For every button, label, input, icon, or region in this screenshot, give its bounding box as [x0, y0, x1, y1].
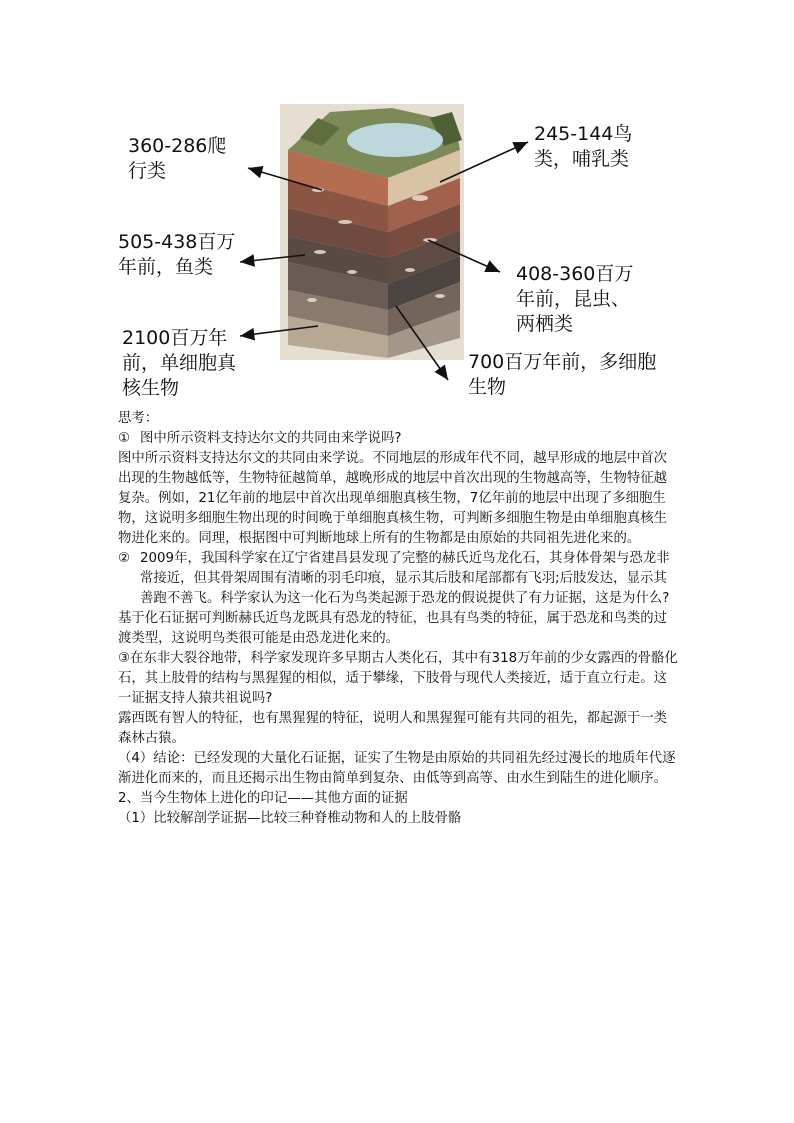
- answer-3: 露西既有智人的特征，也有黑猩猩的特征，说明人和黑猩猩可能有共同的祖先，都起源于一类森林古猿。: [118, 711, 668, 746]
- body-text: [118, 409, 678, 829]
- strata-block-illustration: [0, 0, 794, 405]
- left-strata-face: [288, 150, 388, 358]
- lake: [347, 123, 443, 157]
- right-strata-face: [388, 150, 460, 358]
- label-insects: 408-360百万年前，昆虫、两栖类: [516, 263, 634, 335]
- question-1-number: ①: [118, 431, 131, 446]
- question-2: [118, 549, 678, 609]
- section-2-heading: 2、当今生物体上进化的印记——其他方面的证据: [118, 791, 408, 806]
- label-multicellular: 700百万年前，多细胞生物: [468, 351, 657, 398]
- conclusion: （4）结论：已经发现的大量化石证据，证实了生物是由原始的共同祖先经过漫长的地质年代逐渐进化而来的，而且还揭示出生物由简单到复杂、由低等到高等、由水生到陆生的进化顺序。: [118, 751, 676, 786]
- question-3: ③在东非大裂谷地带，科学家发现许多早期古人类化石，其中有318万年前的少女露西的骨骼化石，其上肢骨的结构与黑猩猩的相似，适于攀缘，下肢骨与现代人类接近，适于直立行走。这一证据支持人猿共祖说吗?: [118, 651, 678, 706]
- question-1-text: 图中所示资料支持达尔文的共同由来学说吗?: [140, 431, 402, 446]
- question-2-text: 2009年，我国科学家在辽宁省建昌县发现了完整的赫氏近鸟龙化石，其身体骨架与恐龙非常接近，但其骨架周围有清晰的羽毛印痕，显示其后肢和尾部都有飞羽;后肢发达，显示其善跑不善飞。科学家认为这一化石为鸟类起源于恐龙的假说提供了有力证据，这是为什么?: [140, 551, 670, 606]
- question-2-number: ②: [118, 551, 131, 566]
- question-1: [118, 429, 678, 449]
- label-eukaryote: 2100百万年前，单细胞真核生物: [122, 327, 237, 399]
- answer-2: 基于化石证据可判断赫氏近鸟龙既具有恐龙的特征，也具有鸟类的特征，属于恐龙和鸟类的过渡类型，这说明鸟类很可能是由恐龙进化来的。: [118, 611, 668, 646]
- strata-figure: [0, 0, 794, 405]
- subsection-1-heading: （1）比较解剖学证据—比较三种脊椎动物和人的上肢骨骼: [118, 811, 462, 826]
- label-reptiles: 360-286爬行类: [128, 135, 227, 182]
- answer-1: 图中所示资料支持达尔文的共同由来学说。不同地层的形成年代不同，越早形成的地层中首次出现的生物越低等，生物特征越简单，越晚形成的地层中首次出现的生物越高等，生物特征越复杂。例如，21亿年前的地层中首次出现单细胞真核生物，7亿年前的地层中出现了多细胞生物，这说明多细胞生物出现的时间晚于单细胞真核生物，可判断多细胞生物是由单细胞真核生物进化来的。同理，根据图中可判断地球上所有的生物都是由原始的共同祖先进化来的。: [118, 451, 668, 546]
- label-fish: 505-438百万年前，鱼类: [118, 231, 236, 278]
- think-heading: 思考：: [118, 411, 159, 426]
- label-birds: 245-144鸟类，哺乳类: [534, 123, 633, 170]
